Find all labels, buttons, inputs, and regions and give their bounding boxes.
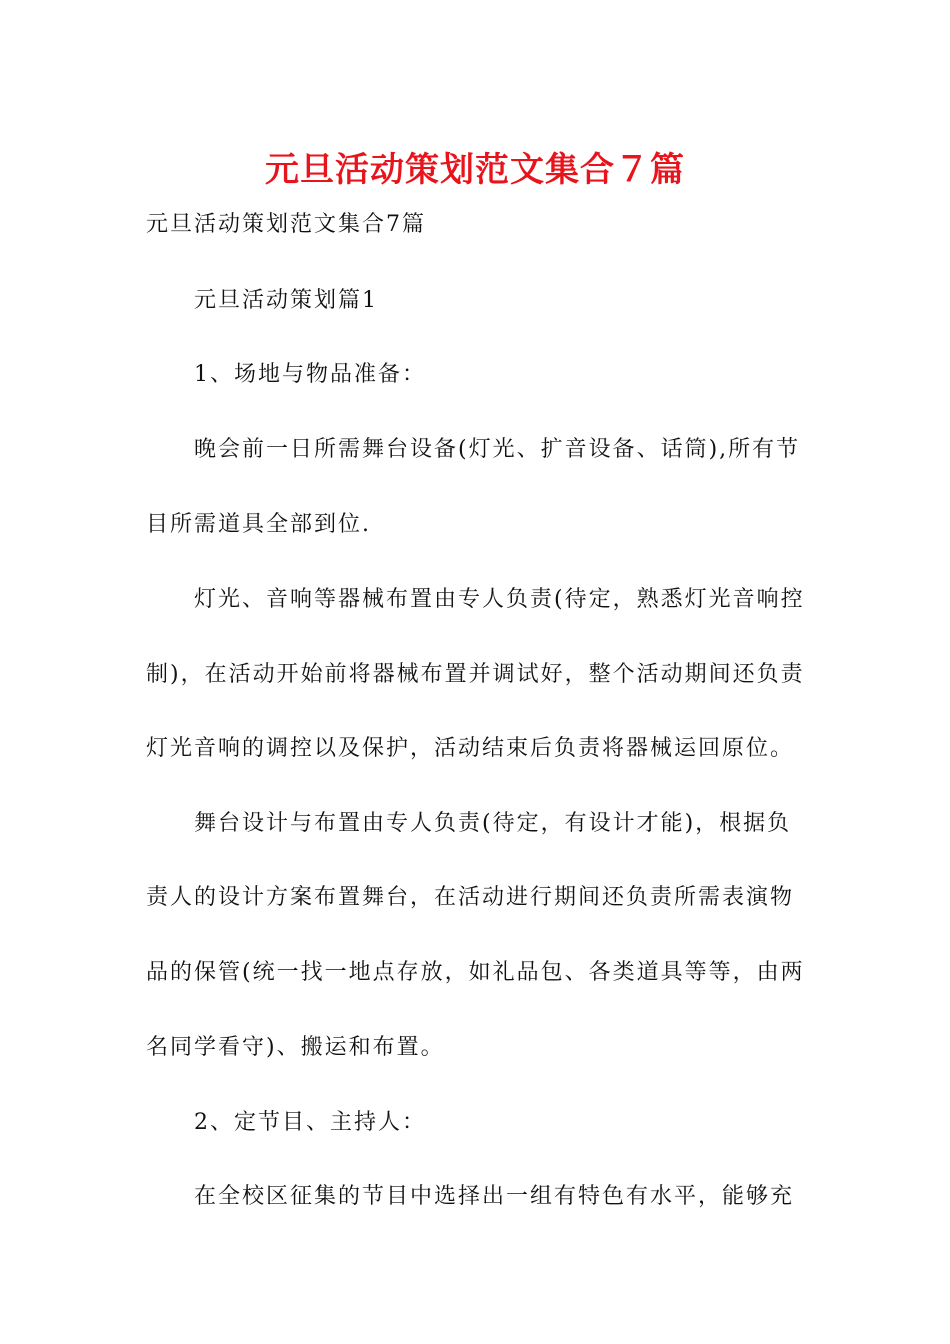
paragraph-line: 品的保管(统一找一地点存放，如礼品包、各类道具等等，由两 bbox=[146, 960, 805, 985]
paragraph-line: 灯光音响的调控以及保护，活动结束后负责将器械运回原位。 bbox=[146, 736, 795, 761]
paragraph-line: 舞台设计与布置由专人负责(待定，有设计才能)，根据负 bbox=[194, 811, 792, 836]
paragraph-line: 目所需道具全部到位. bbox=[146, 512, 371, 537]
paragraph-line: 责人的设计方案布置舞台，在活动进行期间还负责所需表演物 bbox=[146, 885, 795, 910]
document-title: 元旦活动策划范文集合７篇 bbox=[265, 150, 685, 190]
subtitle-line: 元旦活动策划范文集合7篇 bbox=[146, 212, 426, 237]
paragraph-line: 灯光、音响等器械布置由专人负责(待定，熟悉灯光音响控 bbox=[194, 587, 805, 612]
paragraph-line: 在全校区征集的节目中选择出一组有特色有水平，能够充 bbox=[194, 1184, 795, 1209]
section-heading: 元旦活动策划篇1 bbox=[194, 288, 378, 313]
item-heading-program: 2、定节目、主持人： bbox=[194, 1110, 426, 1135]
item-heading-venue: 1、场地与物品准备： bbox=[194, 362, 426, 387]
paragraph-line: 制)，在活动开始前将器械布置并调试好，整个活动期间还负责 bbox=[146, 662, 805, 687]
paragraph-line: 晚会前一日所需舞台设备(灯光、扩音设备、话筒),所有节 bbox=[194, 437, 801, 462]
paragraph-line: 名同学看守)、搬运和布置。 bbox=[146, 1035, 445, 1060]
